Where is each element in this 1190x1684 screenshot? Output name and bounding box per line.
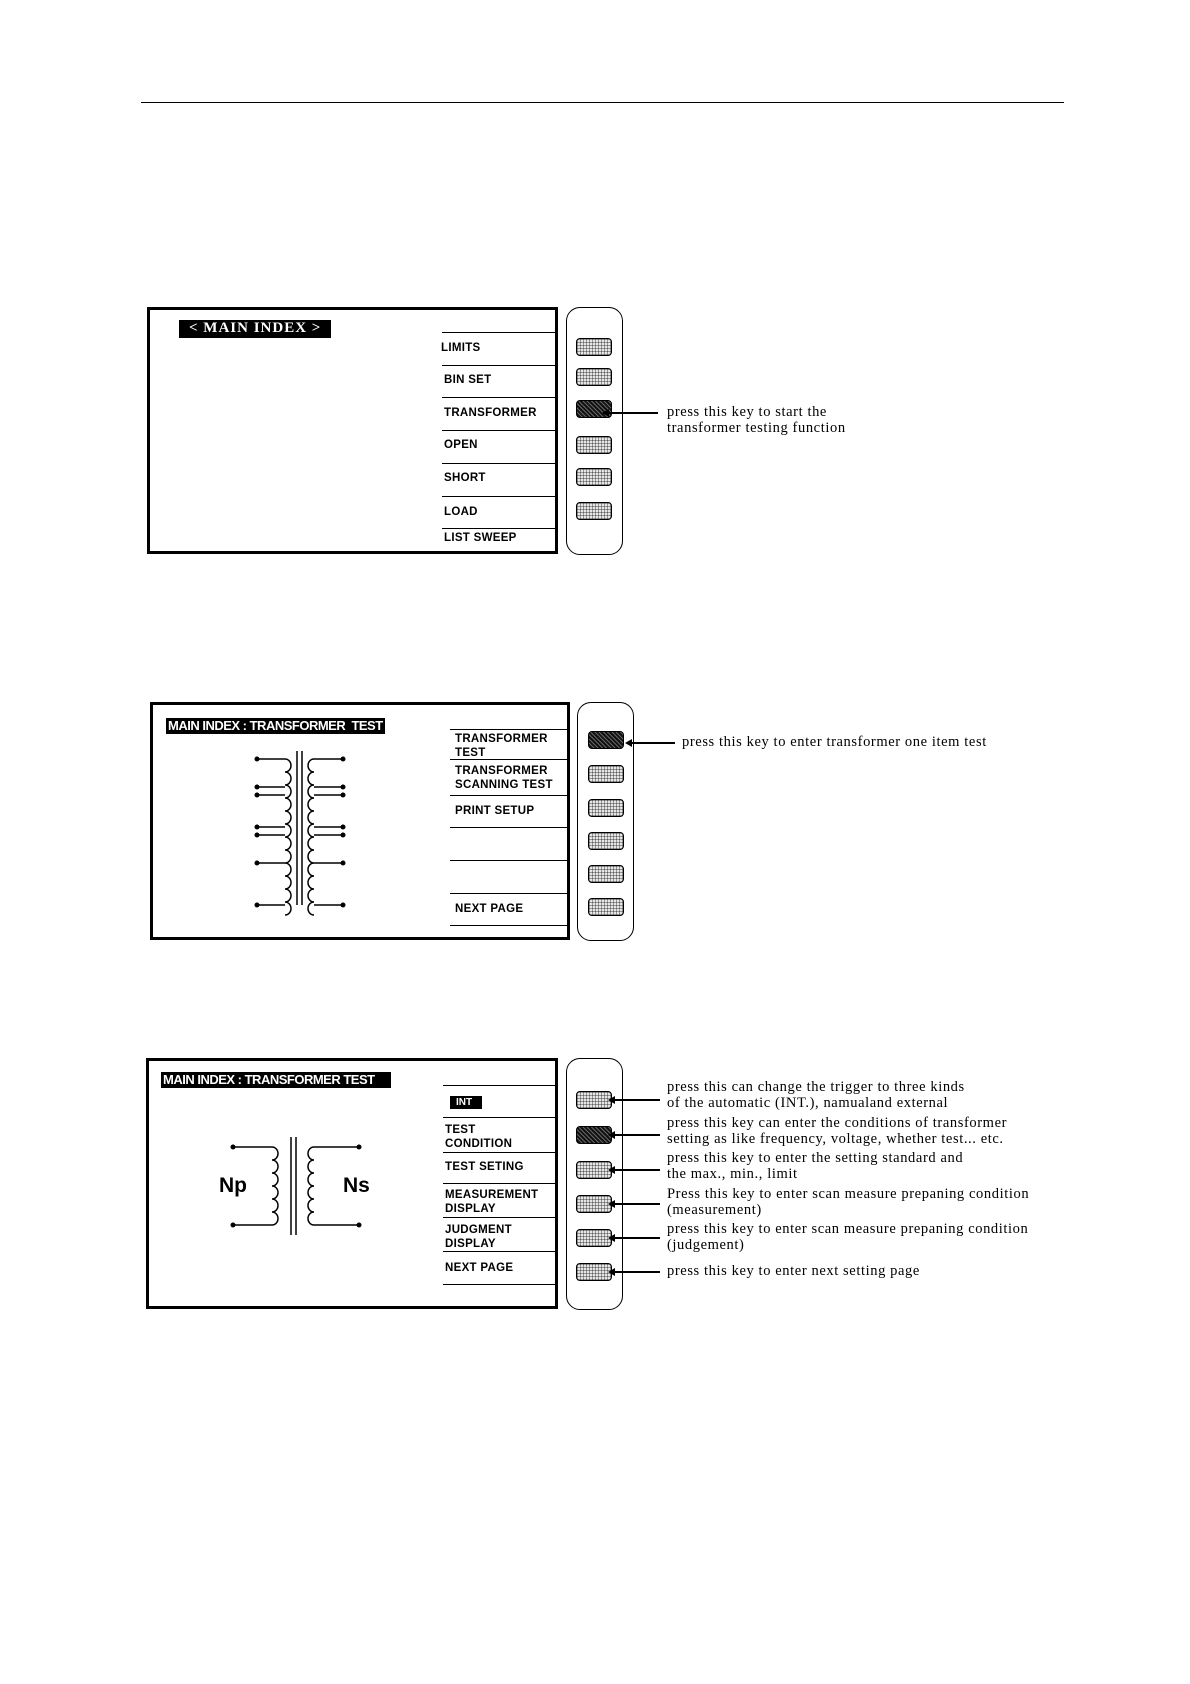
softkey-5-judgment-display[interactable] xyxy=(576,1229,612,1247)
menu-item-bin-set[interactable]: BIN SET xyxy=(444,374,492,386)
transformer-test-screen xyxy=(150,702,570,940)
callout-arrow xyxy=(627,742,675,744)
screen-title: < MAIN INDEX > xyxy=(179,320,331,338)
softkey-5[interactable] xyxy=(576,468,612,486)
annotation-test-condition: press this key can enter the conditions of transformer setting as like frequency, voltage, whether test... etc. xyxy=(667,1115,1008,1147)
multi-winding-transformer-icon xyxy=(153,705,573,943)
softkey-1-trigger[interactable] xyxy=(576,1091,612,1109)
trigger-mode-badge[interactable]: INT xyxy=(450,1096,482,1109)
menu-divider xyxy=(442,397,558,398)
softkey-2[interactable] xyxy=(588,765,624,783)
menu-item-list-sweep[interactable]: LIST SWEEP xyxy=(444,532,517,544)
menu-item-load[interactable]: LOAD xyxy=(444,506,478,518)
menu-item-limits[interactable]: LIMITS xyxy=(441,342,481,354)
callout-arrow xyxy=(610,1237,660,1239)
softkey-1-transformer-test[interactable] xyxy=(588,731,624,749)
softkey-6[interactable] xyxy=(588,898,624,916)
menu-item-next-page[interactable]: NEXT PAGE xyxy=(455,903,524,915)
annotation-one-item-test: press this key to enter transformer one item test xyxy=(682,734,987,750)
softkey-2[interactable] xyxy=(576,368,612,386)
menu-item-test-condition[interactable]: TEST CONDITION xyxy=(445,1124,513,1150)
menu-item-open[interactable]: OPEN xyxy=(444,439,478,451)
softkey-panel xyxy=(566,307,623,555)
callout-arrow xyxy=(610,1203,660,1205)
callout-arrow xyxy=(604,412,658,414)
screen-title: MAIN INDEX : TRANSFORMER TEST xyxy=(168,718,383,733)
menu-item-judgment-display[interactable]: JUDGMENT DISPLAY xyxy=(445,1224,512,1250)
menu-item-transformer[interactable]: TRANSFORMER xyxy=(444,407,537,419)
menu-divider xyxy=(442,528,558,529)
menu-divider xyxy=(442,365,558,366)
callout-arrow xyxy=(610,1134,660,1136)
softkey-4[interactable] xyxy=(576,436,612,454)
main-index-screen xyxy=(147,307,558,554)
annotation-test-seting: press this key to enter the setting standard and the max., min., limit xyxy=(667,1150,964,1182)
callout-arrow xyxy=(610,1099,660,1101)
callout-arrow xyxy=(610,1169,660,1171)
softkey-2-test-condition[interactable] xyxy=(576,1126,612,1144)
menu-divider xyxy=(442,332,558,333)
softkey-6[interactable] xyxy=(576,502,612,520)
softkey-6-next-page[interactable] xyxy=(576,1263,612,1281)
softkey-4[interactable] xyxy=(588,832,624,850)
menu-divider xyxy=(442,463,558,464)
softkey-panel xyxy=(577,702,634,941)
primary-winding-label: Np xyxy=(219,1174,247,1197)
menu-item-transformer-test[interactable]: TRANSFORMER TEST xyxy=(455,733,548,759)
menu-item-print-setup[interactable]: PRINT SETUP xyxy=(455,805,535,817)
softkey-3[interactable] xyxy=(588,799,624,817)
annotation-transformer-key: press this key to start the transformer testing function xyxy=(667,404,846,436)
softkey-3-test-seting[interactable] xyxy=(576,1161,612,1179)
screen-title: MAIN INDEX : TRANSFORMER TEST xyxy=(161,1072,391,1088)
softkey-1[interactable] xyxy=(576,338,612,356)
menu-item-next-page[interactable]: NEXT PAGE xyxy=(445,1262,514,1274)
softkey-4-measurement-display[interactable] xyxy=(576,1195,612,1213)
secondary-winding-label: Ns xyxy=(343,1174,370,1197)
callout-arrow xyxy=(610,1271,660,1273)
annotation-trigger: press this can change the trigger to three kinds of the automatic (INT.), namualand external xyxy=(667,1079,965,1111)
menu-item-short[interactable]: SHORT xyxy=(444,472,486,484)
transformer-test-setup-screen xyxy=(146,1058,558,1309)
annotation-judgment-display: press this key to enter scan measure prepaning condition (judgement) xyxy=(667,1221,1029,1253)
menu-divider xyxy=(442,430,558,431)
menu-item-measurement-display[interactable]: MEASUREMENT DISPLAY xyxy=(445,1189,539,1215)
menu-divider xyxy=(442,496,558,497)
softkey-5[interactable] xyxy=(588,865,624,883)
annotation-next-page: press this key to enter next setting page xyxy=(667,1263,920,1279)
menu-item-test-seting[interactable]: TEST SETING xyxy=(445,1161,524,1173)
menu-item-transformer-scanning-test[interactable]: TRANSFORMER SCANNING TEST xyxy=(455,765,553,791)
annotation-measurement-display: Press this key to enter scan measure prepaning condition (measurement) xyxy=(667,1186,1030,1218)
page-header-rule xyxy=(141,102,1064,103)
